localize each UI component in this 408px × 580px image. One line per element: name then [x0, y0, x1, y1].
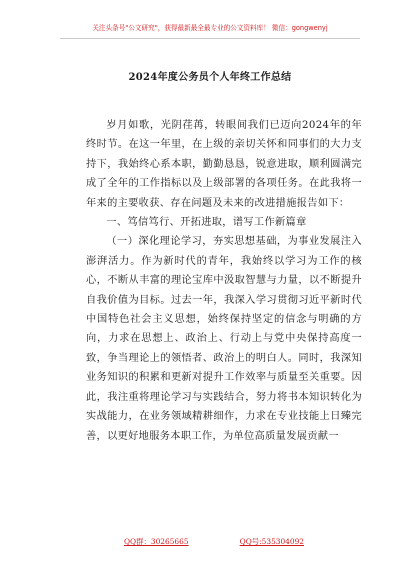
paragraph-theory-study: （一）深化理论学习，夯实思想基础，为事业发展注入澎湃活力。作为新时代的青年，我始终以学习为工作的核心，不断从丰富的理论宝库中汲取智慧与力量，以不断提升自我价值为目标。过去一年，我深入学习贯彻习近平新时代中国特色社会主义思想，始终保持坚定的信念与明确的方向，力求在思想上、政治上、行动上与党中央保持高度一致，争当理论上的领悟者、政治上的明白人。同时，我深知业务知识的积累和更新对提升工作效率与质量至关重要。因此，我注重将理论学习与实践结合，努力将书本知识转化为实战能力，在业务领域精耕细作，力求在专业技能上日臻完善，以更好地服务本职工作，为单位高质量发展贡献一: [86, 236, 362, 442]
header-divider: [60, 38, 360, 39]
footer-contact: [124, 536, 304, 547]
qq-number-link[interactable]: QQ号:535304092: [239, 537, 304, 546]
paragraph-intro: 岁月如歌，光阴荏苒，转眼间我们已迈向2024年的年终时节。在这一年里，在上级的亲切关怀和同事们的大力支持下，我始终心系本职，勤勤恳恳，锐意进取，顺利圆满完成了全年的工作指标以及上级部署的各项任务。在此我将一年来的主要收获、存在问题及未来的改进措施报告如下：: [86, 120, 362, 209]
qq-group-link[interactable]: QQ群：30265665: [124, 537, 189, 546]
document-body: [86, 116, 362, 446]
header-banner: 关注头条号"公文研究"，获得最新最全最专业的公文资料库！ 微信：gongwenyj: [92, 24, 328, 32]
section-heading-1: 一、笃信笃行、开拓进取，谱写工作新篇章: [106, 217, 307, 229]
document-title: 2024年度公务员个人年终工作总结: [128, 72, 292, 83]
